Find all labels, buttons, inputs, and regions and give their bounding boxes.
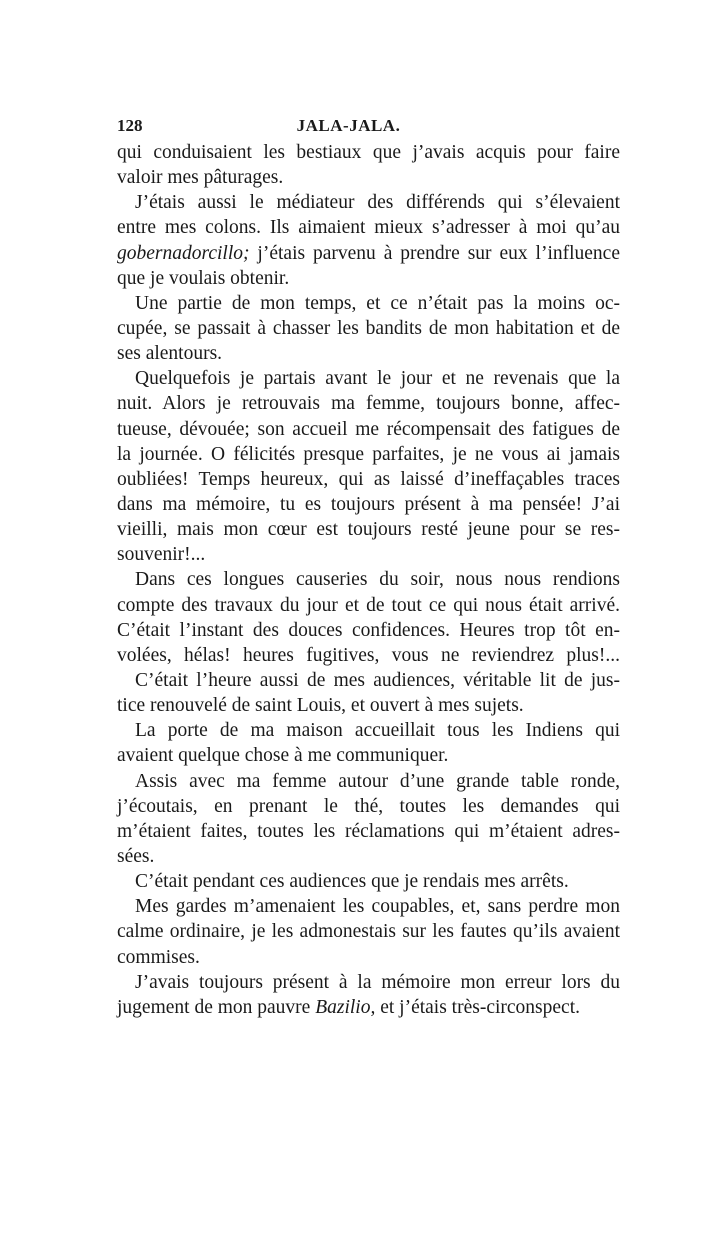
text-span: m’étaient faites, toutes les réclamations qui m’étaient adres-	[117, 820, 620, 842]
text-span: j’écoutais, en prenant le thé, toutes les demandes qui	[117, 795, 620, 817]
text-line	[117, 542, 620, 567]
text-line	[117, 769, 620, 794]
text-line	[117, 668, 620, 693]
text-line	[117, 165, 620, 190]
text-span: sées.	[117, 845, 155, 867]
text-span: j’étais parvenu à prendre sur eux l’influence	[249, 242, 620, 264]
text-span: C’était l’instant des douces confidences. Heures trop tôt en-	[117, 619, 620, 641]
text-line	[117, 140, 620, 165]
text-line	[117, 291, 620, 316]
text-line	[117, 467, 620, 492]
text-line	[117, 241, 620, 266]
text-span: jugement de mon pauvre	[117, 996, 316, 1018]
text-span: Quelquefois je partais avant le jour et ne revenais que la	[135, 368, 620, 390]
text-line	[117, 844, 620, 869]
text-span: calme ordinaire, je les admonestais sur les fautes qu’ils avaient	[117, 921, 620, 943]
text-span: avaient quelque chose à me communiquer.	[117, 745, 449, 767]
text-line	[117, 442, 620, 467]
text-line	[117, 970, 620, 995]
text-line	[117, 366, 620, 391]
text-line	[117, 819, 620, 844]
text-line	[117, 919, 620, 944]
text-line	[117, 794, 620, 819]
body-text	[117, 140, 620, 1020]
text-span: C’était l’heure aussi de mes audiences, véritable lit de jus-	[135, 669, 620, 691]
text-span: dans ma mémoire, tu es toujours présent à ma pensée! J’ai	[117, 493, 620, 515]
text-line	[117, 215, 620, 240]
text-line	[117, 391, 620, 416]
text-line	[117, 266, 620, 291]
text-span: Mes gardes m’amenaient les coupables, et, sans perdre mon	[135, 896, 620, 918]
text-span: Assis avec ma femme autour d’une grande table ronde,	[135, 770, 620, 792]
text-span: La porte de ma maison accueillait tous les Indiens qui	[135, 720, 620, 742]
text-line	[117, 643, 620, 668]
text-span: J’étais aussi le médiateur des différends qui s’élevaient	[135, 192, 620, 214]
text-span: J’avais toujours présent à la mémoire mon erreur lors du	[135, 971, 620, 993]
text-span: entre mes colons. Ils aimaient mieux s’adresser à moi qu’au	[117, 217, 620, 239]
text-line	[117, 417, 620, 442]
text-line	[117, 718, 620, 743]
text-span: nuit. Alors je retrouvais ma femme, toujours bonne, affec-	[117, 393, 620, 415]
text-span: compte des travaux du jour et de tout ce qui nous était arrivé.	[117, 594, 620, 616]
text-span: ses alentours.	[117, 343, 223, 365]
text-line	[117, 341, 620, 366]
page-number: 128	[117, 116, 143, 135]
text-span: vieilli, mais mon cœur est toujours resté jeune pour se res-	[117, 519, 620, 541]
text-line	[117, 593, 620, 618]
text-span: et j’étais très-circonspect.	[375, 996, 580, 1018]
text-line	[117, 693, 620, 718]
text-line	[117, 316, 620, 341]
text-span: commises.	[117, 946, 200, 968]
text-span: Une partie de mon temps, et ce n’était pas la moins oc-	[135, 292, 620, 314]
text-span: Dans ces longues causeries du soir, nous nous rendions	[135, 569, 620, 591]
text-span: la journée. O félicités presque parfaites, je ne vous ai jamais	[117, 443, 620, 465]
text-line	[117, 869, 620, 894]
text-span: valoir mes pâturages.	[117, 167, 284, 189]
text-span: oubliées! Temps heureux, qui as laissé d’ineffaçables traces	[117, 468, 620, 490]
running-header	[117, 116, 620, 140]
italic-text: gobernadorcillo;	[117, 242, 250, 264]
text-line	[117, 945, 620, 970]
text-line	[117, 190, 620, 215]
text-span: souvenir!...	[117, 544, 206, 566]
text-line	[117, 743, 620, 768]
text-span: volées, hélas! heures fugitives, vous ne reviendrez plus!...	[117, 644, 620, 666]
text-line	[117, 567, 620, 592]
running-title: JALA-JALA.	[296, 116, 401, 135]
text-line	[117, 517, 620, 542]
text-span: tice renouvelé de saint Louis, et ouvert à mes sujets.	[117, 695, 524, 717]
text-line	[117, 618, 620, 643]
text-span: que je voulais obtenir.	[117, 267, 290, 289]
italic-text: Bazilio,	[315, 996, 376, 1018]
text-line	[117, 894, 620, 919]
text-line	[117, 995, 620, 1020]
text-span: C’était pendant ces audiences que je rendais mes arrêts.	[135, 871, 569, 893]
text-line	[117, 492, 620, 517]
text-span: cupée, se passait à chasser les bandits de mon habitation et de	[117, 317, 620, 339]
text-span: qui conduisaient les bestiaux que j’avais acquis pour faire	[117, 142, 620, 163]
text-span: tueuse, dévouée; son accueil me récompensait des fatigues de	[117, 418, 620, 440]
